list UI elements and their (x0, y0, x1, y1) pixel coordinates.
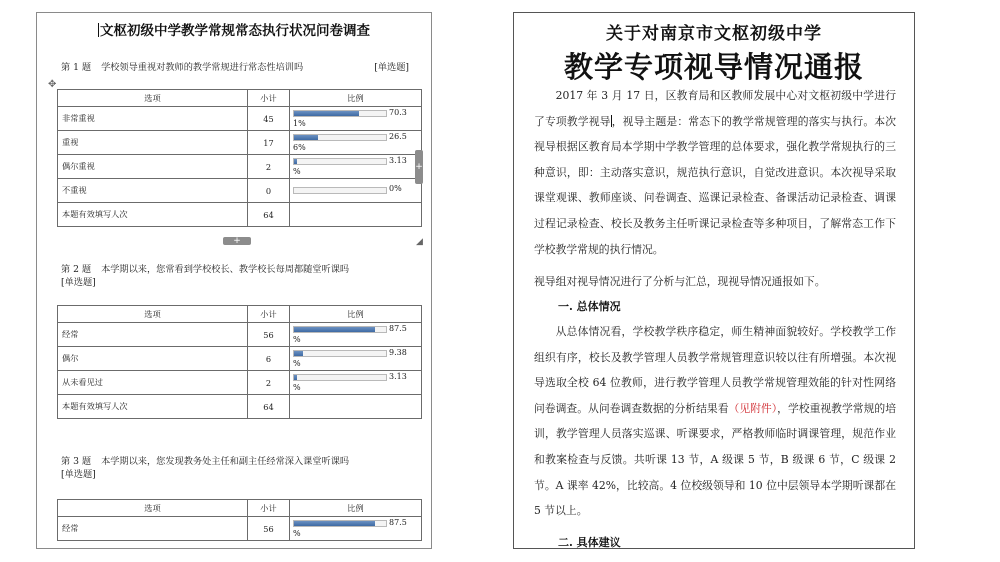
option-count: 0 (248, 179, 290, 203)
move-handle-icon[interactable]: ✥ (48, 79, 57, 90)
question-number: 第 2 题 (61, 264, 92, 275)
table-row (58, 155, 422, 179)
question-1-table (57, 89, 422, 227)
ratio-percent-tail: % (293, 167, 301, 176)
option-count: 6 (248, 347, 290, 371)
table-header-row (58, 306, 422, 323)
option-count: 17 (248, 131, 290, 155)
table-row (58, 131, 422, 155)
total-count: 64 (248, 395, 290, 419)
table-row (58, 323, 422, 347)
option-ratio (290, 347, 422, 371)
ratio-percent-tail: 1% (293, 119, 306, 128)
ratio-percent: 3.13 (389, 156, 407, 165)
ratio-bar (293, 158, 387, 165)
total-ratio-empty (290, 203, 422, 227)
header-count: 小计 (248, 306, 290, 323)
section-heading-1: 一. 总体情况 (558, 300, 621, 313)
report-paragraph-1: 2017 年 3 月 17 日，区教育局和区教师发展中心对文枢初级中学进行了专项教学视导，视导主题是：常态下的教学常规管理的落实与执行。本次视导根据区教育局本学期中学教学管理的总体要求，强化教学常规执行的三种意识，即：主动落实意识，规范执行意识，自觉改进意识。本次视导采取课堂观课、教师座谈、问卷调查、巡课记录检查、备课活动记录检查、调课过程记录检查、校长及教务主任听课记录检查等多种项目，了解常态工作下学校教学常规的执行情况。 (534, 89, 896, 256)
question-number: 第 3 题 (61, 456, 92, 467)
option-label: 经常 (58, 323, 248, 347)
question-1-title (61, 61, 409, 74)
header-option: 选项 (58, 500, 248, 517)
total-label: 本题有效填写人次 (58, 203, 248, 227)
ratio-percent: 9.38 (389, 348, 407, 357)
table-total-row (58, 203, 422, 227)
option-label: 偶尔 (58, 347, 248, 371)
option-ratio (290, 155, 422, 179)
table-total-row (58, 395, 422, 419)
report-title-line1: 关于对南京市文枢初级中学 (606, 24, 822, 44)
add-row-icon[interactable]: + (223, 237, 251, 245)
question-text: 本学期以来，您常看到学校校长、教学校长每周都随堂听课吗 (101, 264, 350, 275)
question-text: 学校领导重视对教师的教学常规进行常态性培训吗 (101, 62, 304, 73)
table-header-row (58, 90, 422, 107)
header-option: 选项 (58, 306, 248, 323)
question-2-table (57, 305, 422, 419)
ratio-percent: 87.5 (389, 324, 407, 333)
ratio-percent-tail: % (293, 359, 301, 368)
option-label: 重视 (58, 131, 248, 155)
header-ratio: 比例 (290, 500, 422, 517)
option-ratio (290, 107, 422, 131)
table-row (58, 517, 422, 541)
ratio-percent-tail: 6% (293, 143, 306, 152)
table-row (58, 107, 422, 131)
question-3-table (57, 499, 422, 541)
ratio-bar (293, 374, 387, 381)
report-paragraph-3: 从总体情况看，学校教学秩序稳定，师生精神面貌较好。学校教学工作组织有序，校长及教学管理人员教学常规管理意识较以往有所增强。本次视导选取全校 64 位教师，进行教学管理人员教学常规管理效能的针对性网络问卷调查。从问卷调查数据的分析结果看（见附件），学校重视教学常规的培训，教学管理人员落实巡课、听课要求，严格教师临时调课管理，规范作业和教案检查与反馈。共听课 13 节，A 级课 5 节，B 级课 6 节，C 级课 2 节。A 课率 42%，比较高。4 位校级领导和 10 位中层领导本学期听课都在 5 节以上。 (534, 325, 897, 518)
ratio-percent: 0% (389, 184, 402, 193)
ratio-percent-tail: % (293, 383, 301, 392)
option-ratio (290, 323, 422, 347)
question-type: [单选题] (61, 469, 96, 480)
ratio-percent: 70.3 (389, 108, 407, 117)
header-count: 小计 (248, 90, 290, 107)
ratio-bar-fill (294, 351, 303, 356)
ratio-percent: 26.5 (389, 132, 407, 141)
header-option: 选项 (58, 90, 248, 107)
ratio-bar-fill (294, 111, 359, 116)
option-count: 2 (248, 155, 290, 179)
option-count: 56 (248, 323, 290, 347)
header-ratio: 比例 (290, 90, 422, 107)
ratio-percent-tail: % (293, 529, 301, 538)
table-row (58, 371, 422, 395)
header-ratio: 比例 (290, 306, 422, 323)
report-title-line2: 教学专项视导情况通报 (563, 50, 864, 84)
total-count: 64 (248, 203, 290, 227)
table-row (58, 347, 422, 371)
option-label: 从未看见过 (58, 371, 248, 395)
report-paragraph-2: 视导组对视导情况进行了分析与汇总，现视导情况通报如下。 (534, 275, 826, 288)
appendix-reference: （见附件） (728, 401, 778, 415)
ratio-percent: 3.13 (389, 372, 407, 381)
resize-handle-icon[interactable]: ◢ (416, 237, 423, 247)
ratio-bar-fill (294, 159, 297, 164)
option-label: 经常 (58, 517, 248, 541)
ratio-bar (293, 187, 387, 194)
ratio-bar-fill (294, 327, 375, 332)
option-count: 2 (248, 371, 290, 395)
option-ratio (290, 131, 422, 155)
header-count: 小计 (248, 500, 290, 517)
option-count: 56 (248, 517, 290, 541)
ratio-percent-tail: % (293, 335, 301, 344)
ratio-bar (293, 326, 387, 333)
ratio-bar (293, 110, 387, 117)
question-3-title (61, 455, 409, 481)
section-heading-2: 二. 具体建议 (558, 536, 621, 549)
option-count: 45 (248, 107, 290, 131)
question-type: [单选题] (374, 62, 409, 73)
option-label: 不重视 (58, 179, 248, 203)
text-cursor (98, 23, 99, 37)
total-label: 本题有效填写人次 (58, 395, 248, 419)
ratio-bar-fill (294, 521, 375, 526)
question-type: [单选题] (61, 277, 96, 288)
survey-title: 文枢初级中学教学常规常态执行状况问卷调查 (100, 23, 370, 39)
table-header-row (58, 500, 422, 517)
option-ratio (290, 179, 422, 203)
ratio-bar-fill (294, 135, 318, 140)
ratio-bar (293, 520, 387, 527)
question-text: 本学期以来，您发现教务处主任和副主任经常深入课堂听课吗 (101, 456, 350, 467)
option-label: 偶尔重视 (58, 155, 248, 179)
ratio-bar (293, 134, 387, 141)
option-ratio (290, 371, 422, 395)
question-number: 第 1 题 (61, 62, 92, 73)
ratio-percent: 87.5 (389, 518, 407, 527)
option-label: 非常重视 (58, 107, 248, 131)
option-ratio (290, 517, 422, 541)
ratio-bar-fill (294, 375, 297, 380)
question-2-title (61, 263, 409, 289)
add-column-icon[interactable]: + (415, 150, 423, 184)
survey-page (36, 12, 432, 549)
ratio-bar (293, 350, 387, 357)
report-page (513, 12, 915, 549)
total-ratio-empty (290, 395, 422, 419)
table-row (58, 179, 422, 203)
